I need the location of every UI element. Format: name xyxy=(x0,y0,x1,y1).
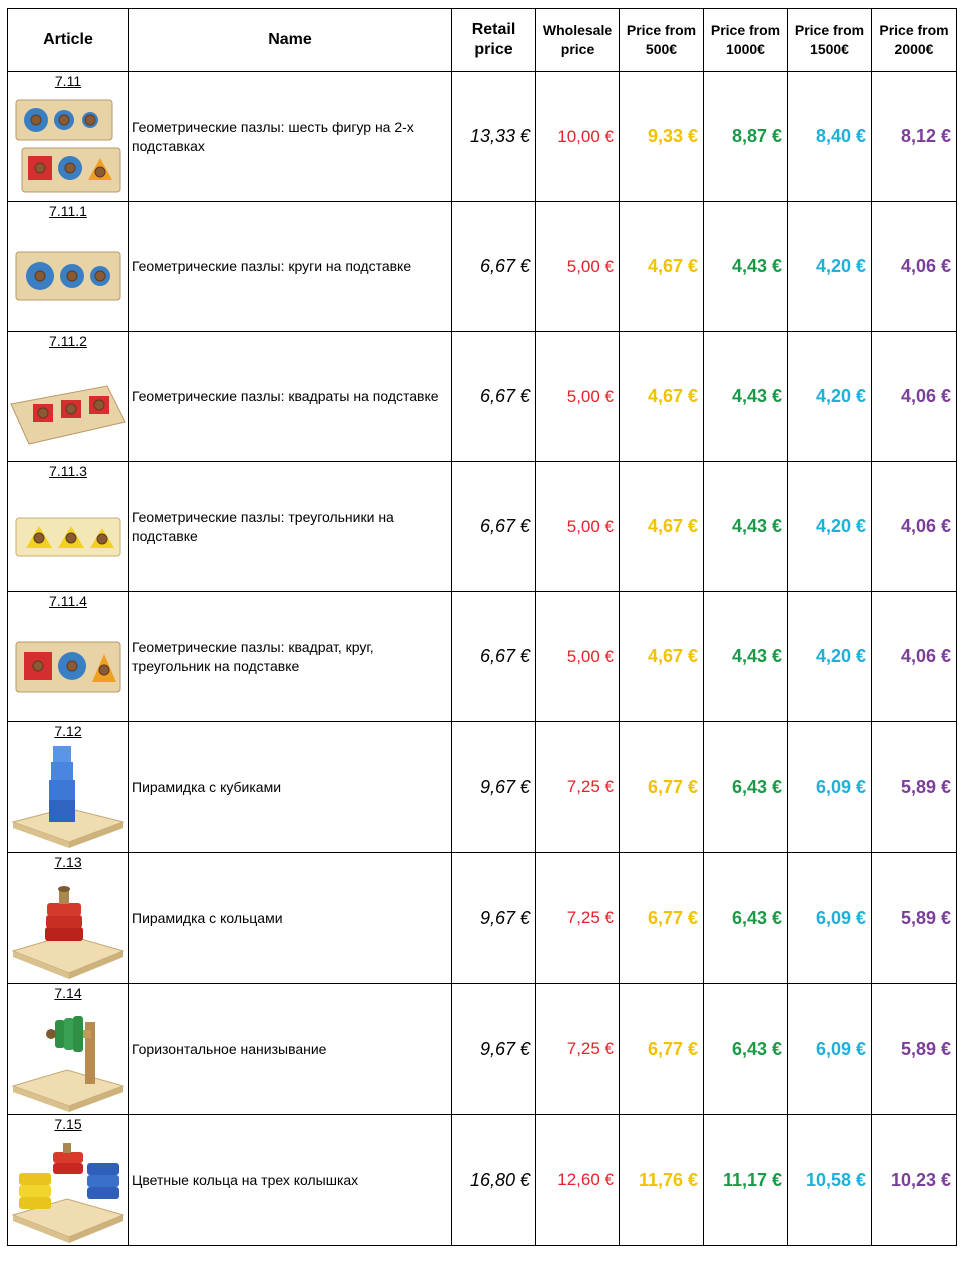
article-cell xyxy=(8,984,129,1115)
mixed-shapes-board-icon xyxy=(8,612,128,720)
price-from-1000: 6,43 € xyxy=(704,722,788,853)
price-from-2000: 4,06 € xyxy=(872,202,957,332)
price-from-500: 6,77 € xyxy=(620,984,704,1115)
price-from-1500: 4,20 € xyxy=(788,592,872,722)
price-from-1500: 8,40 € xyxy=(788,72,872,202)
price-list-table xyxy=(7,8,957,1246)
article-number-link[interactable]: 7.11 xyxy=(54,73,82,89)
article-number-link[interactable]: 7.15 xyxy=(54,1116,82,1132)
header-row xyxy=(8,9,957,72)
table-row xyxy=(8,72,957,202)
article-number-link[interactable]: 7.11.4 xyxy=(49,593,87,609)
wholesale-price: 7,25 € xyxy=(536,853,620,984)
price-from-2000: 5,89 € xyxy=(872,984,957,1115)
ring-stacker-icon xyxy=(8,873,128,983)
product-name: Геометрические пазлы: квадрат, круг, треугольник на подставке xyxy=(129,592,452,722)
product-name: Пирамидка с кубиками xyxy=(129,722,452,853)
retail-price: 6,67 € xyxy=(452,462,536,592)
article-cell xyxy=(8,332,129,462)
header-retail-price: Retail price xyxy=(452,9,536,72)
price-from-500: 9,33 € xyxy=(620,72,704,202)
table-row xyxy=(8,592,957,722)
product-name: Пирамидка с кольцами xyxy=(129,853,452,984)
price-from-1000: 11,17 € xyxy=(704,1115,788,1246)
price-from-1500: 4,20 € xyxy=(788,462,872,592)
product-name: Геометрические пазлы: треугольники на подставке xyxy=(129,462,452,592)
price-from-500: 4,67 € xyxy=(620,332,704,462)
three-pegs-rings-icon xyxy=(8,1135,128,1245)
price-from-2000: 8,12 € xyxy=(872,72,957,202)
article-number-link[interactable]: 7.11.1 xyxy=(49,203,87,219)
horizontal-stacker-icon xyxy=(8,1004,128,1114)
wholesale-price: 7,25 € xyxy=(536,722,620,853)
header-article: Article xyxy=(8,9,129,72)
article-cell xyxy=(8,853,129,984)
price-from-1000: 8,87 € xyxy=(704,72,788,202)
price-from-500: 6,77 € xyxy=(620,722,704,853)
wholesale-price: 5,00 € xyxy=(536,202,620,332)
table-row xyxy=(8,853,957,984)
table-row xyxy=(8,332,957,462)
price-from-2000: 10,23 € xyxy=(872,1115,957,1246)
price-from-1000: 4,43 € xyxy=(704,202,788,332)
price-from-1500: 4,20 € xyxy=(788,332,872,462)
article-cell xyxy=(8,462,129,592)
squares-board-icon xyxy=(8,352,128,460)
article-cell xyxy=(8,1115,129,1246)
wholesale-price: 12,60 € xyxy=(536,1115,620,1246)
header-price-2000: Price from 2000€ xyxy=(872,9,957,72)
price-from-2000: 4,06 € xyxy=(872,462,957,592)
retail-price: 9,67 € xyxy=(452,984,536,1115)
product-name: Геометрические пазлы: квадраты на подставке xyxy=(129,332,452,462)
price-from-1500: 6,09 € xyxy=(788,853,872,984)
price-from-1000: 4,43 € xyxy=(704,332,788,462)
product-name: Горизонтальное нанизывание xyxy=(129,984,452,1115)
table-row xyxy=(8,722,957,853)
product-name: Геометрические пазлы: шесть фигур на 2-х подставках xyxy=(129,72,452,202)
price-from-2000: 4,06 € xyxy=(872,592,957,722)
article-cell xyxy=(8,722,129,853)
table-row xyxy=(8,462,957,592)
header-price-500: Price from 500€ xyxy=(620,9,704,72)
price-from-1000: 6,43 € xyxy=(704,853,788,984)
header-wholesale-price: Wholesale price xyxy=(536,9,620,72)
two-boards-six-shapes-icon xyxy=(8,92,128,200)
article-cell xyxy=(8,202,129,332)
retail-price: 9,67 € xyxy=(452,853,536,984)
price-from-2000: 4,06 € xyxy=(872,332,957,462)
cube-stacker-icon xyxy=(8,742,128,852)
price-from-1500: 6,09 € xyxy=(788,984,872,1115)
price-from-500: 11,76 € xyxy=(620,1115,704,1246)
price-from-500: 4,67 € xyxy=(620,202,704,332)
table-row xyxy=(8,984,957,1115)
retail-price: 6,67 € xyxy=(452,202,536,332)
retail-price: 9,67 € xyxy=(452,722,536,853)
header-price-1500: Price from 1500€ xyxy=(788,9,872,72)
product-name: Цветные кольца на трех колышках xyxy=(129,1115,452,1246)
article-cell xyxy=(8,72,129,202)
table-row xyxy=(8,202,957,332)
wholesale-price: 7,25 € xyxy=(536,984,620,1115)
price-from-500: 4,67 € xyxy=(620,462,704,592)
price-from-500: 4,67 € xyxy=(620,592,704,722)
header-price-1000: Price from 1000€ xyxy=(704,9,788,72)
table-row xyxy=(8,1115,957,1246)
price-from-1500: 4,20 € xyxy=(788,202,872,332)
retail-price: 16,80 € xyxy=(452,1115,536,1246)
header-name: Name xyxy=(129,9,452,72)
article-number-link[interactable]: 7.12 xyxy=(54,723,82,739)
price-from-1000: 4,43 € xyxy=(704,592,788,722)
retail-price: 6,67 € xyxy=(452,592,536,722)
article-number-link[interactable]: 7.13 xyxy=(54,854,82,870)
article-cell xyxy=(8,592,129,722)
retail-price: 6,67 € xyxy=(452,332,536,462)
price-from-1500: 10,58 € xyxy=(788,1115,872,1246)
price-from-2000: 5,89 € xyxy=(872,853,957,984)
price-from-500: 6,77 € xyxy=(620,853,704,984)
product-name: Геометрические пазлы: круги на подставке xyxy=(129,202,452,332)
price-from-1500: 6,09 € xyxy=(788,722,872,853)
wholesale-price: 5,00 € xyxy=(536,592,620,722)
price-from-1000: 4,43 € xyxy=(704,462,788,592)
article-number-link[interactable]: 7.11.3 xyxy=(49,463,87,479)
wholesale-price: 5,00 € xyxy=(536,462,620,592)
wholesale-price: 5,00 € xyxy=(536,332,620,462)
circles-board-icon xyxy=(8,222,128,330)
wholesale-price: 10,00 € xyxy=(536,72,620,202)
article-number-link[interactable]: 7.14 xyxy=(54,985,82,1001)
article-number-link[interactable]: 7.11.2 xyxy=(49,333,87,349)
price-from-2000: 5,89 € xyxy=(872,722,957,853)
price-from-1000: 6,43 € xyxy=(704,984,788,1115)
triangles-board-icon xyxy=(8,482,128,590)
retail-price: 13,33 € xyxy=(452,72,536,202)
